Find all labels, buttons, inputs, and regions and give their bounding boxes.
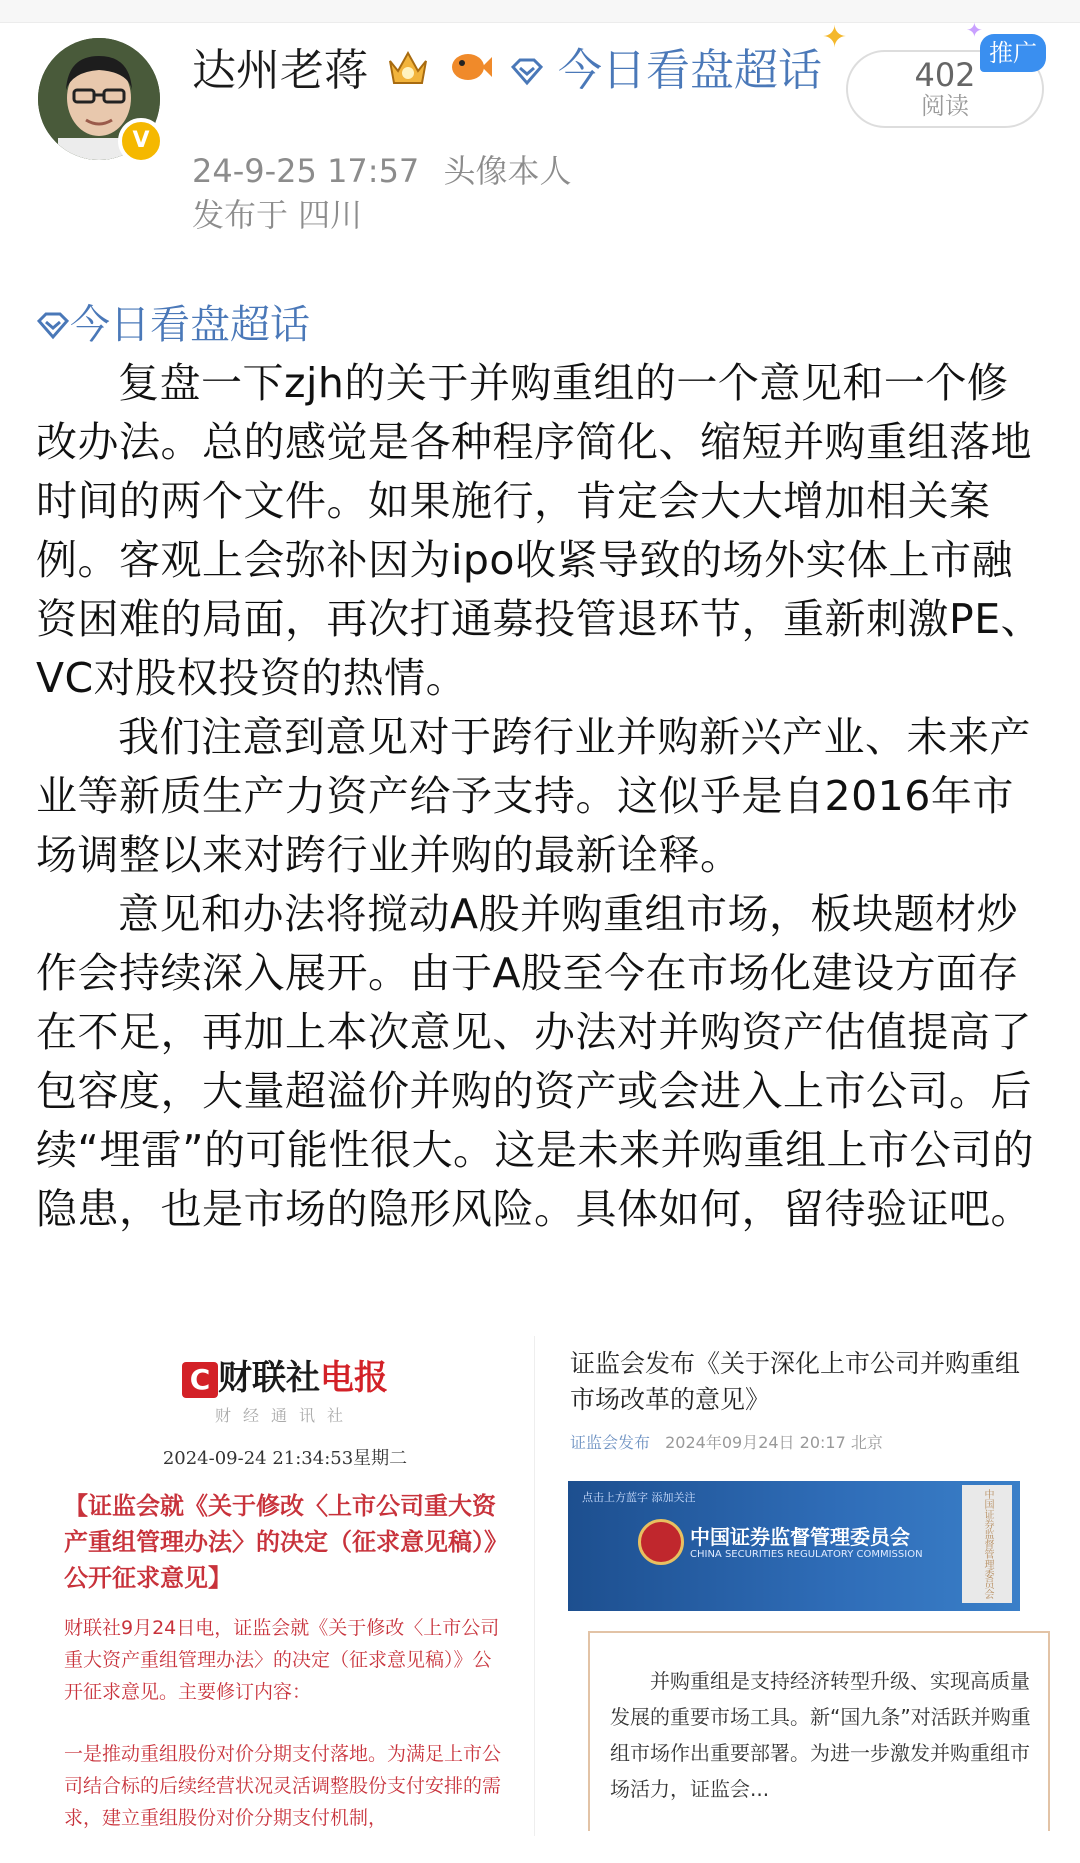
sparkle-icon: ✦ — [822, 20, 848, 55]
cls-logo-red: 电报 — [320, 1358, 388, 1398]
csrc-title: 证监会发布《关于深化上市公司并购重组市场改革的意见》 — [570, 1349, 1021, 1414]
post-header — [192, 40, 832, 104]
post-location: 发布于 四川 — [192, 196, 363, 234]
csrc-meta-date: 2024年09月24日 20:17 北京 — [665, 1433, 883, 1452]
csrc-banner — [568, 1481, 1020, 1611]
sparkle-icon: ✦ — [966, 18, 983, 42]
cls-body: 一是推动重组股份对价分期支付落地。为满足上市公司结合标的后续经营状况灵活调整股份支付安排的需求，建立重组股份对价分期支付机制， — [64, 1743, 502, 1829]
cls-logo-black: 财联社 — [218, 1358, 320, 1398]
attached-image-csrc-article[interactable] — [560, 1336, 1050, 1836]
banner-cn: 中国证券监督管理委员会 — [690, 1525, 910, 1549]
csrc-emblem-icon — [638, 1519, 684, 1565]
supertopic-link[interactable]: 今日看盘超话 — [558, 45, 822, 96]
fish-medal-icon[interactable] — [448, 42, 492, 104]
top-divider — [0, 0, 1080, 23]
paragraph: 我们注意到意见对于跨行业并购新兴产业、未来产业等新质生产力资产给予支持。这似乎是自2016年市场调整以来对跨行业并购的最新诠释。 — [36, 713, 1031, 879]
cls-subtitle: 财经通讯社 — [214, 1406, 355, 1425]
verified-badge-icon: V — [118, 118, 164, 164]
csrc-meta-source: 证监会发布 — [570, 1433, 651, 1452]
banner-en: CHINA SECURITIES REGULATORY COMMISSION — [690, 1549, 923, 1560]
promo-button[interactable]: 推广 — [980, 34, 1046, 72]
supertopic-icon — [510, 42, 544, 104]
csrc-meta — [570, 1430, 1040, 1453]
cls-logo — [36, 1350, 534, 1399]
attached-image-cls-telegraph[interactable] — [36, 1336, 535, 1836]
cls-body: 财联社9月24日电，证监会就《关于修改〈上市公司重大资产重组管理办法〉的决定（征求意见稿）》公开征求意见。主要修订内容： — [64, 1617, 500, 1703]
post-timestamp: 24-9-25 17:57 — [192, 152, 420, 190]
csrc-text-frame — [588, 1631, 1050, 1831]
post-content — [36, 296, 1048, 1239]
supertopic-icon — [36, 311, 70, 341]
paragraph: 复盘一下zjh的关于并购重组的一个意见和一个修改办法。总的感觉是各种程序简化、缩短并购重组落地时间的两个文件。如果施行，肯定会大大增加相关案例。客观上会弥补因为ipo收紧导致的场外实体上市融资困难的局面，再次打通募投管退环节，重新刺激PE、VC对股权投资的热情。 — [36, 359, 1043, 702]
username[interactable]: 达州老蒋 — [192, 45, 368, 96]
banner-tip: 点击上方蓝字 添加关注 — [582, 1491, 696, 1504]
cls-headline: 【证监会就《关于修改〈上市公司重大资产重组管理办法〉的决定（征求意见稿）》公开征求意见】 — [64, 1491, 508, 1592]
post-meta — [192, 146, 571, 192]
crown-medal-icon[interactable] — [386, 42, 430, 104]
content-topic-label: 今日看盘超话 — [70, 302, 310, 348]
cls-logo-c: C — [182, 1362, 218, 1398]
paragraph: 意见和办法将搅动A股并购重组市场，板块题材炒作会持续深入展开。由于A股至今在市场化建设方面存在不足，再加上本次意见、办法对并购资产估值提高了包容度，大量超溢价并购的资产或会进入上市公司。后续“埋雷”的可能性很大。这是未来并购重组上市公司的隐患，也是市场的隐形风险。具体如何，留待验证吧。 — [36, 890, 1034, 1233]
banner-side-plaque: 中国证券监督管理委员会 — [962, 1485, 1012, 1603]
content-topic-link[interactable] — [36, 296, 1048, 354]
post-source: 头像本人 — [443, 152, 572, 190]
read-count: 402 — [914, 56, 976, 94]
read-label: 阅读 — [921, 92, 969, 120]
csrc-body: 并购重组是支持经济转型升级、实现高质量发展的重要市场工具。新“国九条”对活跃并购重组市场作出重要部署。为进一步激发并购重组市场活力，证监会... — [610, 1669, 1031, 1801]
cls-time: 2024-09-24 21:34:53星期二 — [162, 1448, 408, 1469]
